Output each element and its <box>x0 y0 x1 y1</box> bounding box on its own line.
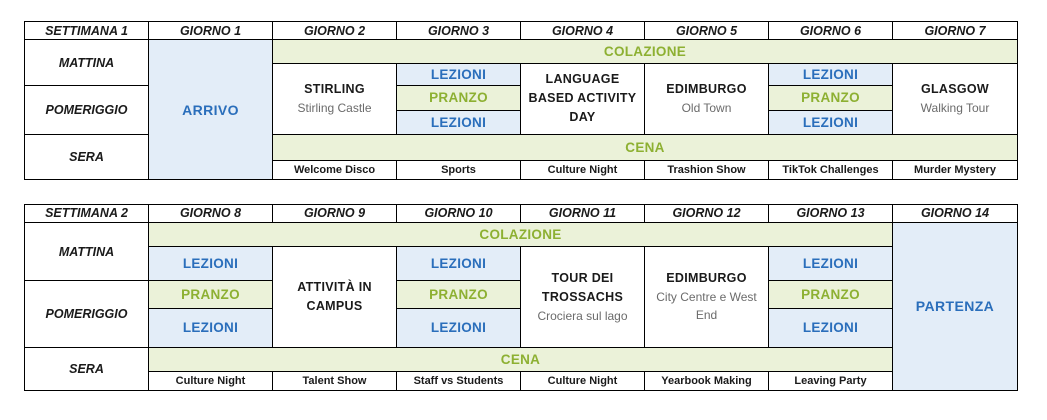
day6-header: GIORNO 6 <box>769 22 893 40</box>
day3-evening: Sports <box>397 160 521 179</box>
day10-header: GIORNO 10 <box>397 205 521 223</box>
day12-header: GIORNO 12 <box>645 205 769 223</box>
day5-subtitle: Old Town <box>681 101 732 116</box>
day8-lesson-afternoon: LEZIONI <box>149 309 273 347</box>
day8-evening: Culture Night <box>149 372 273 391</box>
day9-title: ATTIVITÀ IN CAMPUS <box>297 279 372 313</box>
week1-table <box>24 21 1018 180</box>
day4-header: GIORNO 4 <box>521 22 645 40</box>
day12-evening: Yearbook Making <box>645 372 769 391</box>
day4-activity <box>521 63 645 135</box>
day5-title: EDIMBURGO <box>666 82 747 97</box>
week1-label: SETTIMANA 1 <box>25 22 149 40</box>
day3-lunch: PRANZO <box>397 86 521 111</box>
day3-header: GIORNO 3 <box>397 22 521 40</box>
day4-evening: Culture Night <box>521 160 645 179</box>
day12-title: EDIMBURGO <box>666 271 747 286</box>
day7-title: GLASGOW <box>920 82 990 97</box>
day2-evening: Welcome Disco <box>273 160 397 179</box>
week2-table <box>24 204 1018 391</box>
evening-label: SERA <box>25 135 149 180</box>
week2-header-row <box>25 205 1018 223</box>
day6-lesson-afternoon: LEZIONI <box>769 110 893 135</box>
day11-title: TOUR DEI TROSSACHS <box>541 270 624 304</box>
day12-activity <box>645 247 769 347</box>
day6-lesson-morning: LEZIONI <box>769 63 893 85</box>
day9-header: GIORNO 9 <box>273 205 397 223</box>
day6-evening: TikTok Challenges <box>769 160 893 179</box>
day5-header: GIORNO 5 <box>645 22 769 40</box>
day10-lunch: PRANZO <box>397 281 521 309</box>
day3-lesson-morning: LEZIONI <box>397 63 521 85</box>
day10-lesson-afternoon: LEZIONI <box>397 309 521 347</box>
day2-header: GIORNO 2 <box>273 22 397 40</box>
day12-subtitle: City Centre e West End <box>656 290 757 323</box>
day7-evening: Murder Mystery <box>893 160 1018 179</box>
day13-header: GIORNO 13 <box>769 205 893 223</box>
afternoon-label: POMERIGGIO <box>25 281 149 347</box>
breakfast-cell: COLAZIONE <box>149 222 893 247</box>
day6-lunch: PRANZO <box>769 86 893 111</box>
day14-header: GIORNO 14 <box>893 205 1018 223</box>
day10-lesson-morning: LEZIONI <box>397 247 521 281</box>
departure-cell: PARTENZA <box>893 222 1018 390</box>
day2-activity <box>273 63 397 135</box>
day7-activity <box>893 63 1018 135</box>
day11-activity <box>521 247 645 347</box>
day13-lesson-morning: LEZIONI <box>769 247 893 281</box>
day11-evening: Culture Night <box>521 372 645 391</box>
morning-label: MATTINA <box>25 222 149 281</box>
dinner-cell: CENA <box>149 347 893 372</box>
arrival-cell: ARRIVO <box>149 40 273 180</box>
day11-header: GIORNO 11 <box>521 205 645 223</box>
day8-lunch: PRANZO <box>149 281 273 309</box>
day7-header: GIORNO 7 <box>893 22 1018 40</box>
day9-activity <box>273 247 397 347</box>
day5-activity <box>645 63 769 135</box>
day11-subtitle: Crociera sul lago <box>537 308 628 323</box>
evening-label: SERA <box>25 347 149 390</box>
week2-label: SETTIMANA 2 <box>25 205 149 223</box>
dinner-cell: CENA <box>273 135 1018 161</box>
day4-title: LANGUAGE BASED ACTIVITY DAY <box>528 72 637 125</box>
week1-header-row <box>25 22 1018 40</box>
afternoon-label: POMERIGGIO <box>25 86 149 135</box>
breakfast-cell: COLAZIONE <box>273 40 1018 63</box>
day3-lesson-afternoon: LEZIONI <box>397 110 521 135</box>
day2-subtitle: Stirling Castle <box>297 101 372 116</box>
day1-header: GIORNO 1 <box>149 22 273 40</box>
day5-evening: Trashion Show <box>645 160 769 179</box>
day13-lesson-afternoon: LEZIONI <box>769 309 893 347</box>
day8-header: GIORNO 8 <box>149 205 273 223</box>
day8-lesson-morning: LEZIONI <box>149 247 273 281</box>
day10-evening: Staff vs Students <box>397 372 521 391</box>
day9-evening: Talent Show <box>273 372 397 391</box>
day7-subtitle: Walking Tour <box>920 101 990 116</box>
morning-label: MATTINA <box>25 40 149 86</box>
day13-lunch: PRANZO <box>769 281 893 309</box>
day2-title: STIRLING <box>304 82 365 97</box>
day13-evening: Leaving Party <box>769 372 893 391</box>
